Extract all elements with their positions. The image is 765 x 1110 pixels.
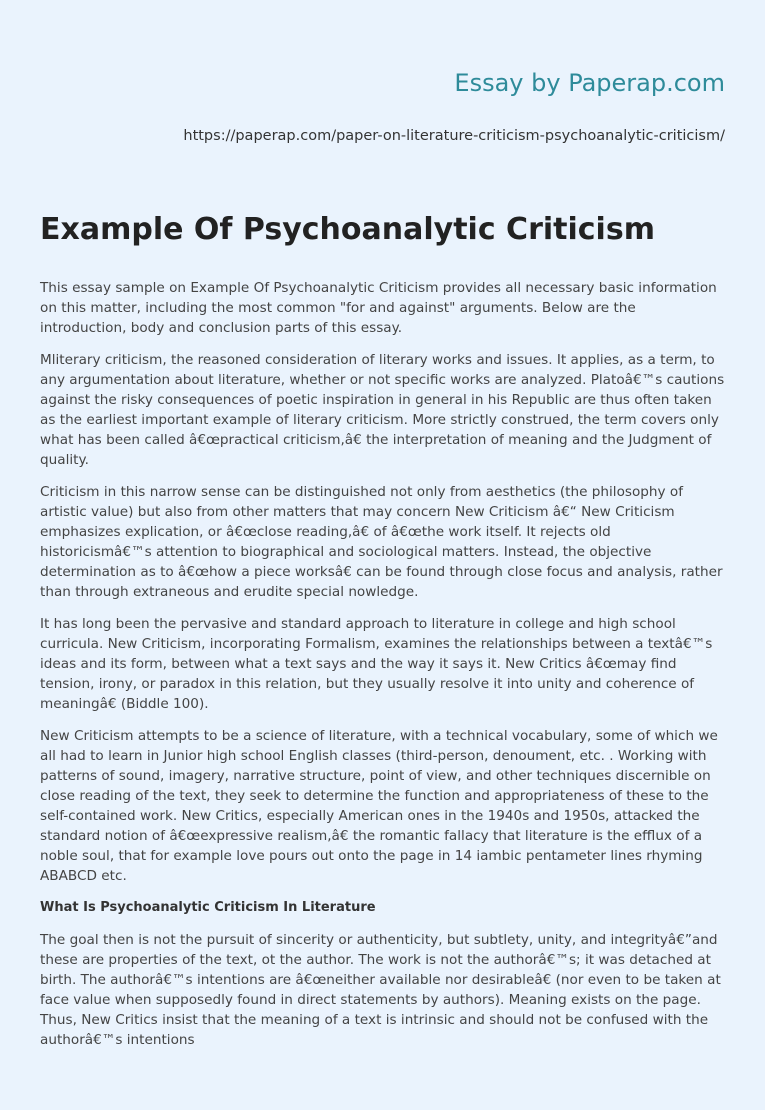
page-title: Example Of Psychoanalytic Criticism (40, 212, 655, 247)
paragraph-intro: This essay sample on Example Of Psychoanalytic Criticism provides all necessary basic information on this matter, including the most common "for and against" arguments. Below are the introduction, body and conclusion parts of this essay. (40, 280, 717, 336)
source-url[interactable]: https://paperap.com/paper-on-literature-criticism-psychoanalytic-criticism/ (183, 128, 725, 144)
paragraph-5: New Criticism attempts to be a science of literature, with a technical vocabulary, some of which we all had to learn in Junior high school English classes (third-person, denoument, etc. . Working with patterns of sound, imagery, narrative structure, point of view, and other techniques discernible on close reading of the text, they seek to determine the function and appropriateness of these to the self-contained work. New Critics, especially American ones in the 1940s and 1950s, attacked the standard notion of â€œexpressive realism,â€ the romantic fallacy that literature is the efflux of a noble soul, that for example love pours out onto the page in 14 iambic pentameter lines rhyming ABABCD etc. (40, 728, 718, 884)
section-heading: What Is Psychoanalytic Criticism In Literature (40, 900, 376, 915)
paragraph-2: Mliterary criticism, the reasoned consideration of literary works and issues. It applies, as a term, to any argumentation about literature, whether or not specific works are analyzed. Platoâ€™s cautions against the risky consequences of poetic inspiration in general in his Republic are thus often taken as the earliest important example of literary criticism. More strictly construed, the term covers only what has been called â€œpractical criticism,â€ the interpretation of meaning and the Judgment of quality. (40, 352, 725, 468)
paragraph-6: The goal then is not the pursuit of sincerity or authenticity, but subtlety, unity, and integrityâ€”and these are properties of the text, ot the author. The work is not the authorâ€™s; it was detached at birth. The authorâ€™s intentions are â€œneither available nor desirableâ€ (nor even to be taken at face value when supposedly found in direct statements by authors). Meaning exists on the page. Thus, New Critics insist that the meaning of a text is intrinsic and should not be confused with the authorâ€™s intentions (40, 932, 721, 1048)
paragraph-4: It has long been the pervasive and standard approach to literature in college and high school curricula. New Criticism, incorporating Formalism, examines the relationships between a textâ€™s ideas and its form, between what a text says and the way it says it. New Critics â€œmay find tension, irony, or paradox in this relation, but they usually resolve it into unity and coherence of meaningâ€ (Biddle 100). (40, 616, 713, 712)
article-body (40, 278, 726, 1062)
paragraph-3: Criticism in this narrow sense can be distinguished not only from aesthetics (the philosophy of artistic value) but also from other matters that may concern New Criticism â€“ New Criticism emphasizes explication, or â€œclose reading,â€ of â€œthe work itself. It rejects old historicismâ€™s attention to biographical and sociological matters. Instead, the objective determination as to â€œhow a piece worksâ€ can be found through close focus and analysis, rather than through extraneous and erudite special nowledge. (40, 484, 723, 600)
brand-title[interactable]: Essay by Paperap.com (454, 69, 725, 97)
site-header (454, 66, 725, 100)
